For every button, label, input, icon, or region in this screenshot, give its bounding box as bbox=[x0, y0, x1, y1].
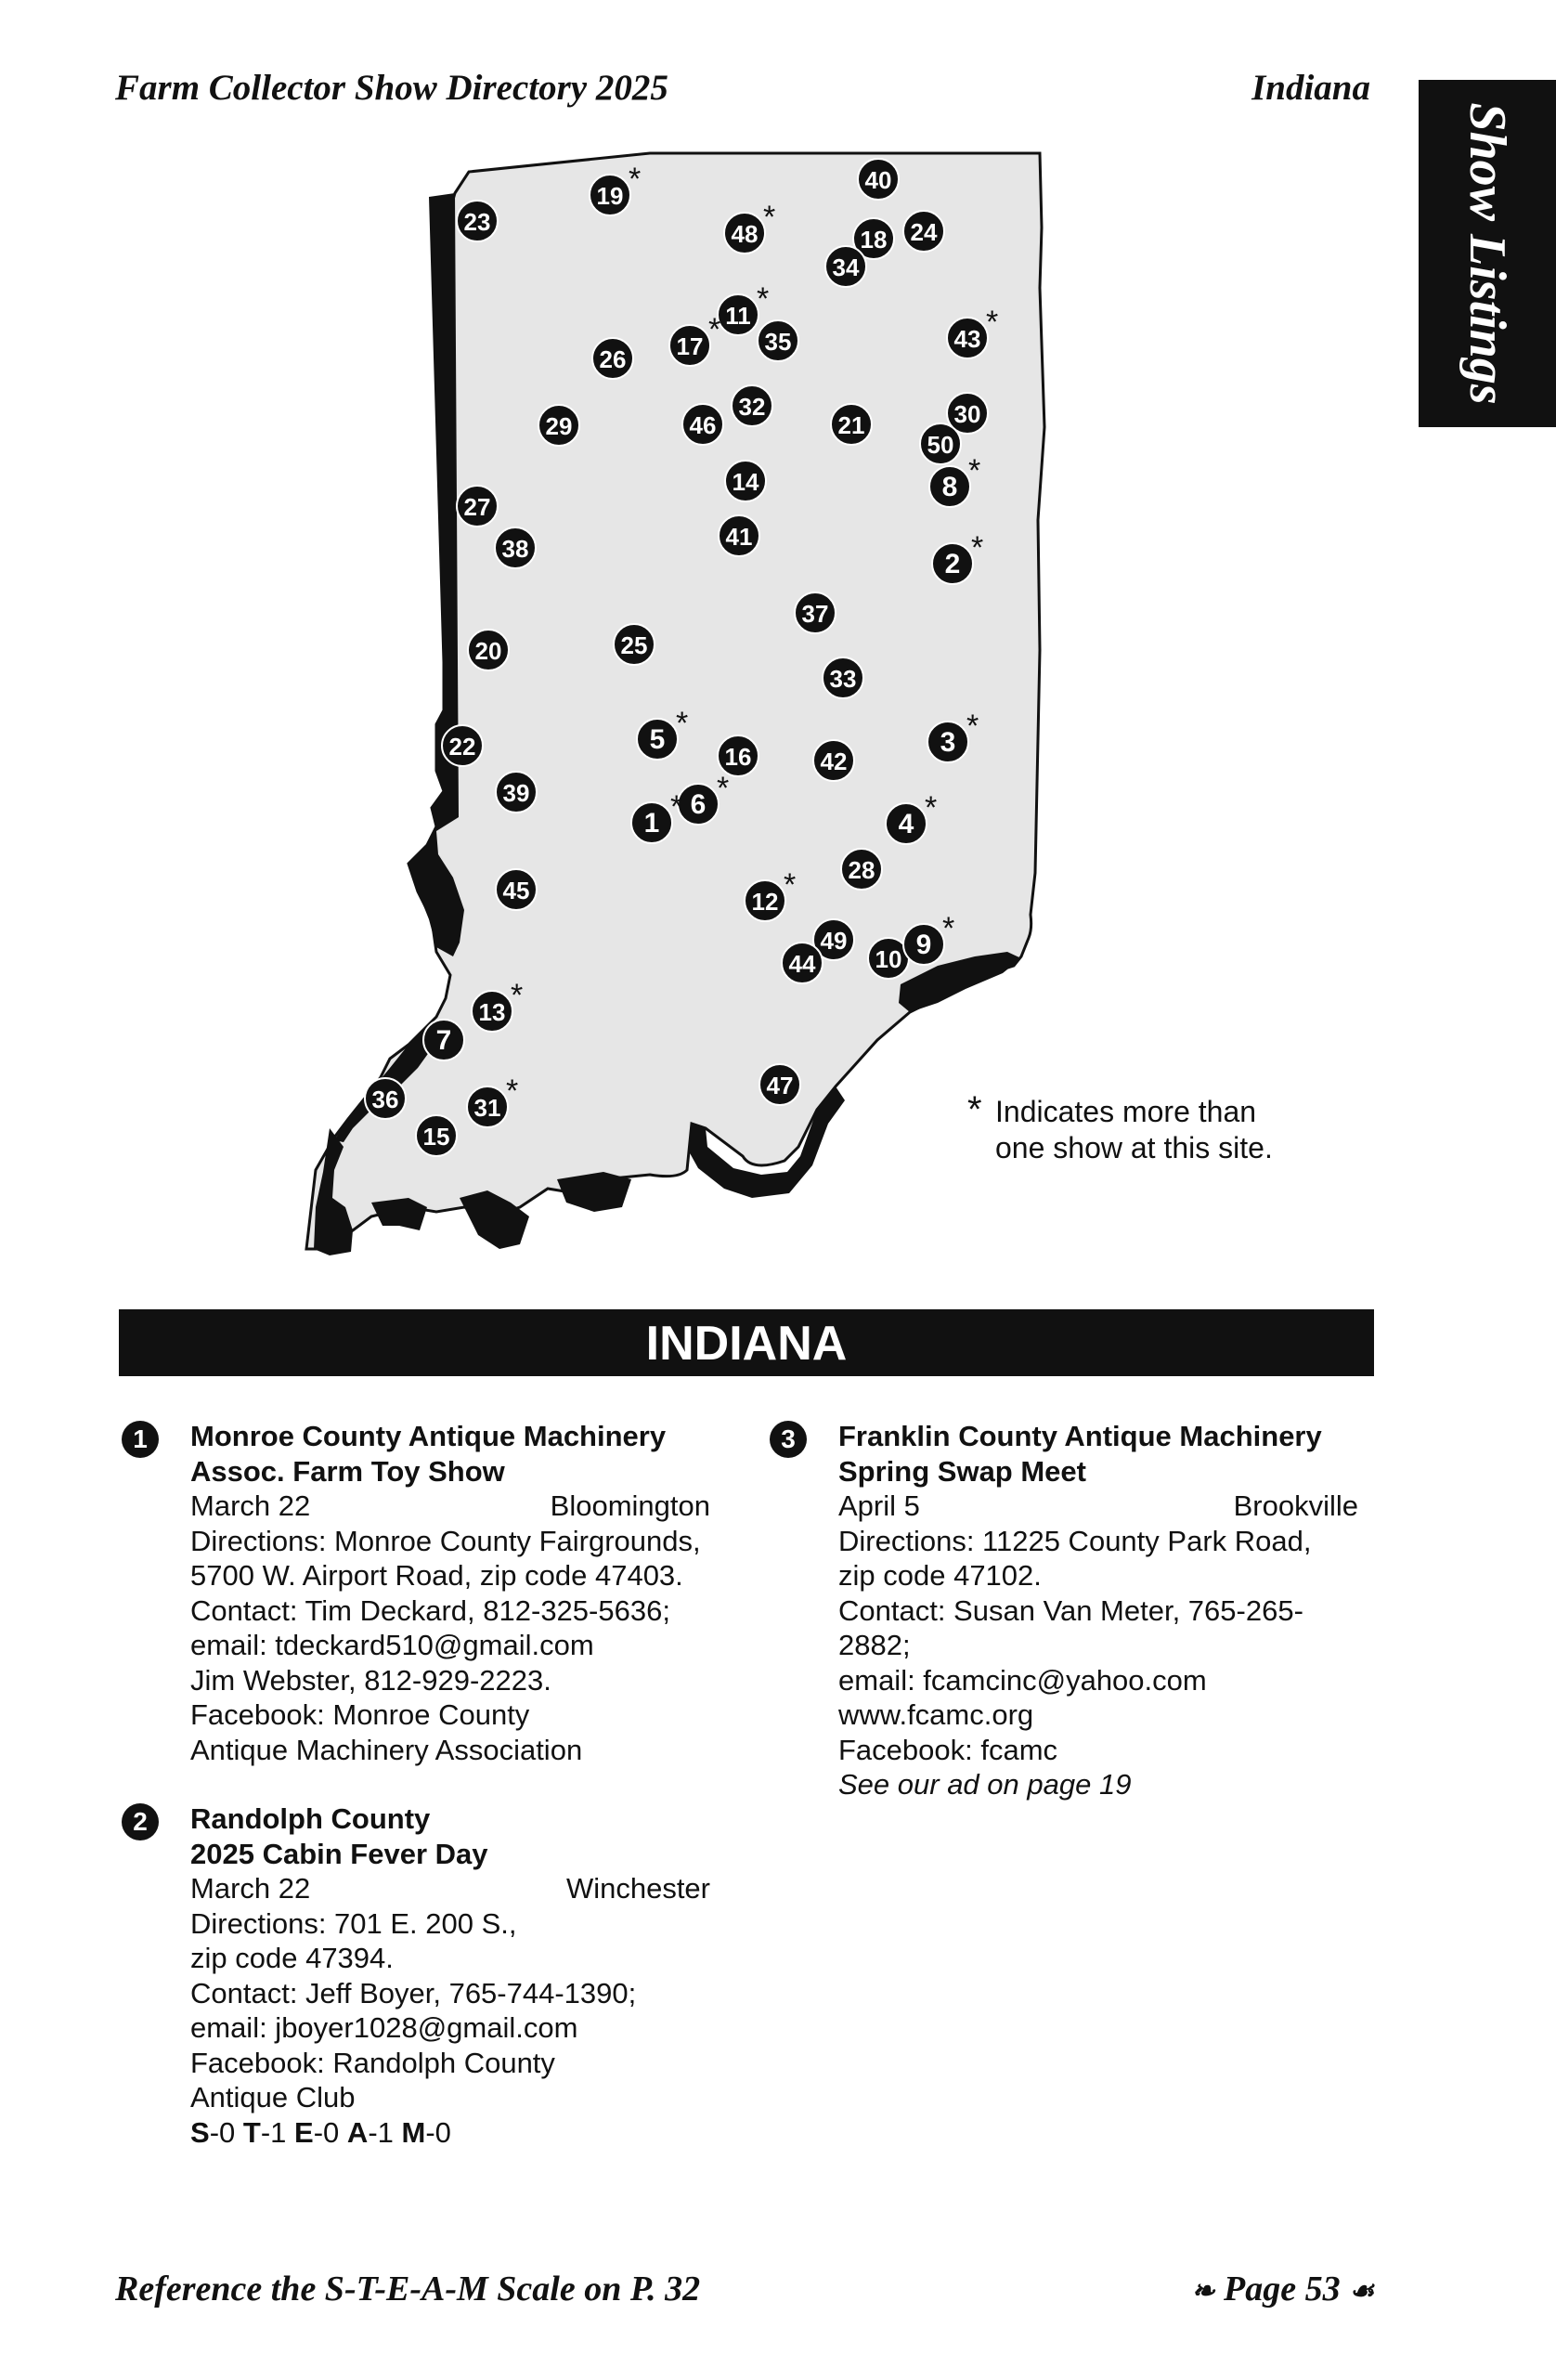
ornament-right-icon: ☙ bbox=[1349, 2276, 1374, 2307]
marker-number: 23 bbox=[463, 208, 491, 236]
steam-letter: T bbox=[242, 2115, 261, 2149]
marker-number: 44 bbox=[788, 950, 816, 978]
steam-value: -1 bbox=[260, 2115, 287, 2149]
listing-line: Directions: 11225 County Park Road, bbox=[838, 1524, 1312, 1557]
listing-title: Monroe County Antique Machinery bbox=[190, 1420, 667, 1452]
listing-line: Jim Webster, 812-929-2223. bbox=[190, 1663, 551, 1697]
multi-show-asterisk: * bbox=[925, 790, 938, 826]
state-outline bbox=[306, 153, 1044, 1249]
marker-number: 33 bbox=[829, 665, 857, 693]
marker-number: 27 bbox=[463, 493, 491, 521]
multi-show-asterisk: * bbox=[971, 530, 984, 566]
multi-show-asterisk: * bbox=[708, 312, 721, 347]
show-listing bbox=[781, 1419, 1358, 1802]
map-site-marker bbox=[496, 869, 537, 910]
marker-number: 41 bbox=[725, 523, 753, 551]
listing-city: Bloomington bbox=[550, 1489, 710, 1522]
marker-number: 9 bbox=[915, 930, 932, 960]
map-site-marker bbox=[813, 740, 854, 781]
map-site-marker bbox=[457, 201, 498, 241]
listing-date: March 22 bbox=[190, 1872, 311, 1905]
listing-title: Randolph County bbox=[190, 1802, 431, 1835]
map-site-marker bbox=[496, 772, 537, 813]
show-listing bbox=[133, 1801, 710, 2150]
marker-number: 19 bbox=[596, 182, 624, 210]
show-listing bbox=[133, 1419, 710, 1767]
listing-number-badge: 1 bbox=[122, 1421, 159, 1458]
map-site-marker bbox=[920, 423, 961, 464]
map-site-marker bbox=[442, 725, 483, 766]
map-site-marker bbox=[682, 404, 723, 445]
marker-number: 10 bbox=[875, 945, 902, 973]
listing-number-badge: 3 bbox=[770, 1421, 807, 1458]
listing-date: March 22 bbox=[190, 1489, 311, 1522]
map-site-marker bbox=[825, 246, 866, 287]
marker-number: 39 bbox=[502, 779, 530, 807]
marker-number: 17 bbox=[676, 332, 704, 360]
marker-number: 21 bbox=[837, 411, 865, 439]
steam-value: -0 bbox=[425, 2115, 451, 2149]
marker-number: 13 bbox=[478, 998, 506, 1026]
multi-show-asterisk: * bbox=[757, 281, 770, 317]
map-site-marker bbox=[719, 515, 759, 556]
marker-number: 26 bbox=[599, 345, 627, 373]
marker-number: 28 bbox=[848, 856, 875, 884]
map-site-marker bbox=[538, 405, 579, 446]
listing-date: April 5 bbox=[838, 1489, 920, 1522]
map-site-marker bbox=[759, 1064, 800, 1105]
map-site-marker bbox=[423, 1020, 464, 1060]
marker-number: 24 bbox=[910, 218, 938, 246]
map-site-marker bbox=[592, 338, 633, 379]
marker-number: 16 bbox=[724, 743, 752, 771]
marker-number: 45 bbox=[502, 877, 530, 904]
multi-show-asterisk: * bbox=[784, 867, 797, 903]
listing-line: Facebook: Randolph County bbox=[190, 2046, 555, 2079]
listing-line: Contact: Susan Van Meter, 765-265-2882; bbox=[838, 1593, 1303, 1661]
marker-number: 43 bbox=[953, 325, 981, 353]
multi-show-asterisk: * bbox=[968, 453, 981, 488]
marker-number: 35 bbox=[764, 328, 792, 356]
section-banner: INDIANA bbox=[119, 1309, 1374, 1376]
map-site-marker bbox=[841, 849, 882, 890]
marker-number: 5 bbox=[649, 724, 666, 755]
map-site-marker bbox=[795, 592, 836, 633]
marker-number: 3 bbox=[940, 727, 956, 758]
marker-number: 25 bbox=[620, 631, 648, 659]
page-number-label: Page 53 bbox=[1224, 2269, 1341, 2308]
map-site-marker bbox=[614, 624, 655, 665]
footer-page-number bbox=[1191, 2269, 1374, 2309]
multi-show-asterisk: * bbox=[966, 709, 979, 744]
marker-number: 15 bbox=[422, 1123, 450, 1151]
footer-steam-reference: Reference the S-T-E-A-M Scale on P. 32 bbox=[115, 2269, 701, 2308]
steam-letter: A bbox=[346, 2115, 369, 2149]
marker-number: 2 bbox=[944, 549, 961, 579]
multi-show-asterisk: * bbox=[717, 771, 730, 806]
marker-number: 6 bbox=[690, 789, 707, 820]
listing-line: Facebook: Monroe County bbox=[190, 1698, 530, 1731]
marker-number: 29 bbox=[545, 412, 573, 440]
map-site-marker bbox=[782, 943, 823, 983]
steam-value: -1 bbox=[368, 2115, 394, 2149]
multi-show-asterisk: * bbox=[986, 305, 999, 340]
marker-number: 46 bbox=[689, 411, 717, 439]
listing-line: Antique Machinery Association bbox=[190, 1733, 583, 1766]
listing-line: zip code 47394. bbox=[190, 1942, 394, 1974]
marker-number: 40 bbox=[864, 166, 892, 194]
marker-number: 31 bbox=[473, 1094, 501, 1122]
map-site-marker bbox=[823, 657, 863, 698]
multi-show-asterisk: * bbox=[629, 162, 642, 197]
steam-letter: E bbox=[294, 2115, 314, 2149]
listing-email[interactable]: email: jboyer1028@gmail.com bbox=[190, 2011, 578, 2044]
steam-rating bbox=[190, 2115, 710, 2151]
map-site-marker bbox=[732, 385, 772, 426]
listing-title: Franklin County Antique Machinery bbox=[838, 1420, 1322, 1452]
marker-number: 47 bbox=[766, 1072, 794, 1099]
side-tab-label: Show Listings bbox=[1459, 102, 1516, 405]
marker-number: 42 bbox=[820, 748, 848, 775]
multi-show-asterisk: * bbox=[670, 789, 683, 825]
map-site-marker bbox=[365, 1078, 406, 1119]
running-header-state: Indiana bbox=[1251, 68, 1370, 108]
ornament-left-icon: ❧ bbox=[1191, 2276, 1215, 2307]
steam-letter: S bbox=[190, 2115, 210, 2149]
map-site-marker bbox=[831, 404, 872, 445]
asterisk-symbol: * bbox=[967, 1089, 982, 1130]
multi-show-asterisk: * bbox=[676, 706, 689, 741]
multi-show-asterisk: * bbox=[511, 978, 524, 1013]
listing-email[interactable]: email: tdeckard510@gmail.com bbox=[190, 1629, 594, 1661]
marker-number: 8 bbox=[941, 472, 958, 502]
listing-line: 5700 W. Airport Road, zip code 47403. bbox=[190, 1559, 683, 1592]
marker-number: 48 bbox=[731, 220, 759, 248]
marker-number: 12 bbox=[751, 888, 779, 916]
marker-number: 14 bbox=[732, 468, 759, 496]
listing-city: Brookville bbox=[1233, 1489, 1358, 1522]
marker-number: 20 bbox=[474, 637, 502, 665]
map-note-line-2: one show at this site. bbox=[995, 1131, 1273, 1164]
multi-show-asterisk: * bbox=[763, 200, 776, 235]
listing-title-cont: 2025 Cabin Fever Day bbox=[190, 1837, 488, 1870]
marker-number: 37 bbox=[801, 600, 829, 628]
steam-letter: M bbox=[401, 2115, 426, 2149]
map-site-marker bbox=[758, 320, 798, 361]
map-site-marker bbox=[457, 486, 498, 527]
listing-line: Contact: Tim Deckard, 812-325-5636; bbox=[190, 1593, 670, 1627]
marker-number: 34 bbox=[832, 254, 860, 281]
listing-line: Facebook: fcamc bbox=[838, 1733, 1058, 1766]
multi-show-asterisk: * bbox=[942, 911, 955, 946]
listing-city: Winchester bbox=[565, 1872, 710, 1905]
marker-number: 4 bbox=[898, 809, 914, 839]
map-site-marker bbox=[495, 527, 536, 568]
map-legend-note bbox=[967, 1089, 1273, 1166]
marker-number: 1 bbox=[643, 808, 660, 839]
marker-number: 18 bbox=[860, 226, 888, 254]
listing-title-cont: Spring Swap Meet bbox=[838, 1454, 1086, 1488]
listing-email[interactable]: email: fcamcinc@yahoo.com bbox=[838, 1663, 1207, 1697]
running-header-title: Farm Collector Show Directory 2025 bbox=[115, 68, 668, 108]
steam-value: -0 bbox=[209, 2115, 236, 2149]
listing-date-row bbox=[190, 1871, 710, 1906]
map-site-marker bbox=[416, 1115, 457, 1156]
listing-line: Contact: Jeff Boyer, 765-744-1390; bbox=[190, 1976, 637, 2009]
map-site-marker bbox=[858, 159, 899, 200]
marker-number: 36 bbox=[371, 1086, 399, 1113]
multi-show-asterisk: * bbox=[506, 1073, 519, 1109]
marker-number: 38 bbox=[501, 535, 529, 563]
listing-website[interactable]: www.fcamc.org bbox=[838, 1698, 1034, 1731]
listing-line: Directions: Monroe County Fairgrounds, bbox=[190, 1524, 701, 1557]
marker-number: 50 bbox=[927, 431, 954, 459]
listing-line: zip code 47102. bbox=[838, 1559, 1042, 1592]
marker-number: 7 bbox=[435, 1025, 452, 1056]
steam-value: -0 bbox=[313, 2115, 340, 2149]
map-site-marker bbox=[903, 211, 944, 252]
listing-title-cont: Assoc. Farm Toy Show bbox=[190, 1454, 505, 1488]
map-site-marker bbox=[468, 630, 509, 670]
listing-number-badge: 2 bbox=[122, 1803, 159, 1840]
marker-number: 22 bbox=[448, 733, 476, 761]
marker-number: 49 bbox=[820, 927, 848, 955]
listing-ad-note: See our ad on page 19 bbox=[838, 1768, 1132, 1801]
map-site-marker bbox=[725, 461, 766, 501]
map-note-line-1: Indicates more than bbox=[995, 1095, 1257, 1128]
marker-number: 30 bbox=[953, 400, 981, 428]
listing-line: Antique Club bbox=[190, 2081, 356, 2113]
marker-number: 32 bbox=[738, 393, 766, 421]
listing-date-row bbox=[838, 1489, 1358, 1524]
marker-number: 11 bbox=[725, 302, 751, 330]
listing-line: Directions: 701 E. 200 S., bbox=[190, 1906, 517, 1940]
listing-date-row bbox=[190, 1489, 710, 1524]
